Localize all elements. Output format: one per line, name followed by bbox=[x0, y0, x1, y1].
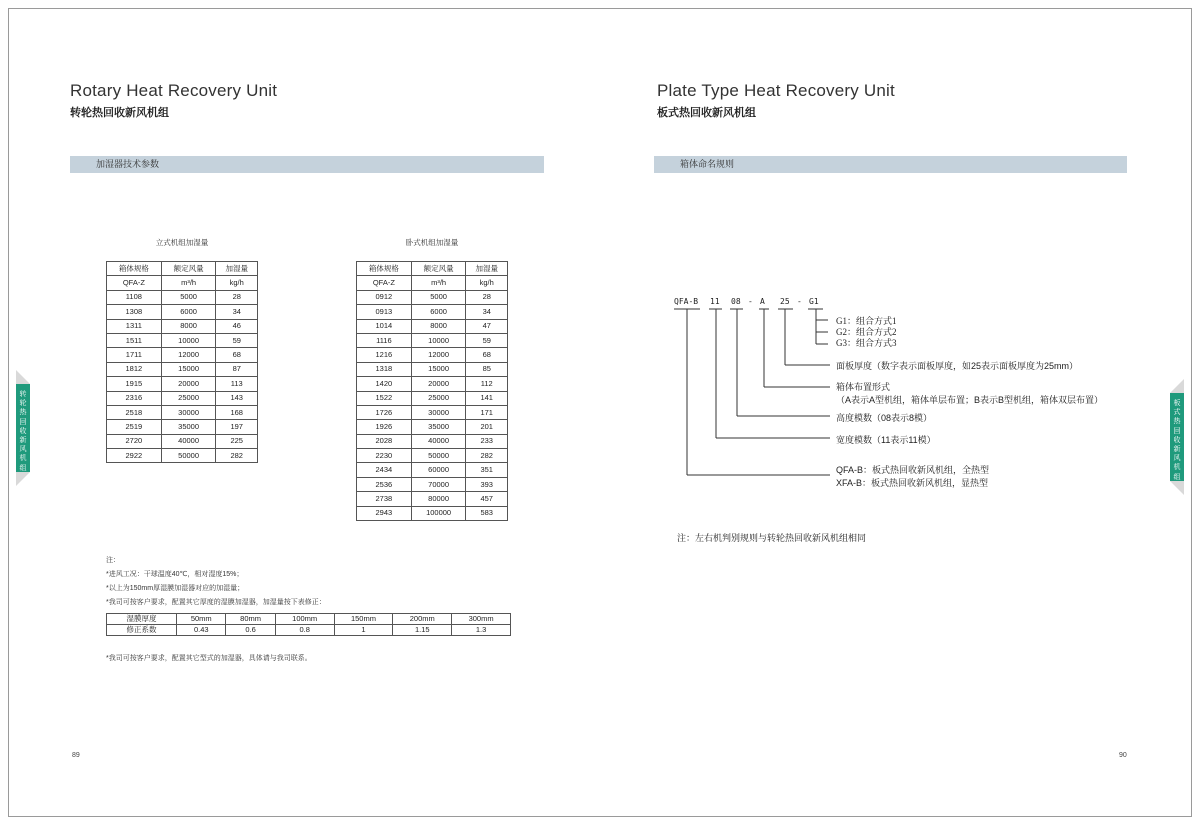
left-section-band: 加湿器技术参数 bbox=[70, 156, 544, 173]
side-tab-char: 新 bbox=[19, 437, 27, 445]
table-cell: 10000 bbox=[161, 333, 216, 347]
table-cell: 20000 bbox=[411, 377, 466, 391]
table-cell: 225 bbox=[216, 434, 258, 448]
table-cell: 1522 bbox=[357, 391, 412, 405]
code-dash-1: - bbox=[748, 297, 753, 306]
option-g3: G3：组合方式3 bbox=[836, 338, 897, 348]
table-cell: 15000 bbox=[161, 362, 216, 376]
table-cell: 0912 bbox=[357, 290, 412, 304]
table-cell: 80mm bbox=[226, 614, 275, 625]
table-cell: 1726 bbox=[357, 405, 412, 419]
header-cell: m³/h bbox=[411, 276, 466, 290]
side-tab-char: 机 bbox=[1173, 464, 1181, 472]
option-g2: G2：组合方式2 bbox=[836, 327, 897, 337]
table-cell: 60000 bbox=[411, 463, 466, 477]
table-cell: 200mm bbox=[393, 614, 452, 625]
table-cell: 修正系数 bbox=[107, 625, 177, 636]
table-cell: 282 bbox=[216, 449, 258, 463]
table-cell: 351 bbox=[466, 463, 508, 477]
code-height: 08 bbox=[731, 297, 741, 306]
desc-panel-thickness: 面板厚度（数字表示面板厚度，如25表示面板厚度为25mm） bbox=[836, 361, 1079, 371]
table-cell: 50000 bbox=[411, 449, 466, 463]
table-cell: 2434 bbox=[357, 463, 412, 477]
table-cell: 1318 bbox=[357, 362, 412, 376]
option-g1: G1：组合方式1 bbox=[836, 316, 897, 326]
table-cell: 2519 bbox=[107, 420, 162, 434]
table-cell: 1216 bbox=[357, 348, 412, 362]
side-tab-char: 转 bbox=[19, 391, 27, 398]
table-cell: 6000 bbox=[161, 305, 216, 319]
table-cell: 25000 bbox=[161, 391, 216, 405]
table-cell: 2536 bbox=[357, 477, 412, 491]
table-cell: 1.15 bbox=[393, 625, 452, 636]
table-cell: 2720 bbox=[107, 434, 162, 448]
right-title-cn: 板式热回收新风机组 bbox=[657, 107, 756, 119]
right-title-en: Plate Type Heat Recovery Unit bbox=[657, 81, 895, 100]
table-cell: 8000 bbox=[411, 319, 466, 333]
left-title-en: Rotary Heat Recovery Unit bbox=[70, 81, 278, 100]
table-cell: 85 bbox=[466, 362, 508, 376]
header-cell: 箱体规格 bbox=[107, 262, 162, 276]
left-page-number: 89 bbox=[72, 752, 80, 759]
header-cell: QFA-Z bbox=[107, 276, 162, 290]
table-cell: 100mm bbox=[275, 614, 334, 625]
horizontal-table-caption: 卧式机组加湿量 bbox=[405, 238, 459, 247]
table-cell: 10000 bbox=[411, 333, 466, 347]
table-cell: 197 bbox=[216, 420, 258, 434]
side-tab-char: 新 bbox=[1173, 446, 1181, 454]
right-side-tab bbox=[1170, 393, 1184, 481]
table-cell: 1812 bbox=[107, 362, 162, 376]
left-title-cn: 转轮热回收新风机组 bbox=[70, 107, 169, 119]
table-cell: 0.6 bbox=[226, 625, 275, 636]
code-layout: A bbox=[760, 297, 765, 306]
table-cell: 2922 bbox=[107, 449, 162, 463]
table-cell: 0.8 bbox=[275, 625, 334, 636]
right-tab-bottom-arrow bbox=[1170, 481, 1184, 495]
right-section-band: 箱体命名规则 bbox=[654, 156, 1127, 173]
table-cell: 1420 bbox=[357, 377, 412, 391]
note-line: *进风工况：干球温度40℃，相对湿度15%； bbox=[106, 571, 244, 578]
table-cell: 1926 bbox=[357, 420, 412, 434]
side-tab-char: 热 bbox=[1173, 418, 1181, 426]
table-cell: 141 bbox=[466, 391, 508, 405]
table-cell: 5000 bbox=[411, 290, 466, 304]
header-cell: QFA-Z bbox=[357, 276, 412, 290]
side-tab-char: 热 bbox=[19, 409, 27, 417]
left-footnote: *我司可按客户要求，配置其它型式的加湿器，具体请与我司联系。 bbox=[106, 655, 312, 662]
code-combination: G1 bbox=[809, 297, 819, 306]
table-cell: 35000 bbox=[411, 420, 466, 434]
code-series: QFA-B bbox=[674, 297, 699, 306]
table-cell: 113 bbox=[216, 377, 258, 391]
table-cell: 15000 bbox=[411, 362, 466, 376]
table-cell: 1014 bbox=[357, 319, 412, 333]
code-width: 11 bbox=[710, 297, 720, 306]
table-cell: 87 bbox=[216, 362, 258, 376]
table-cell: 68 bbox=[466, 348, 508, 362]
vertical-table-caption: 立式机组加湿量 bbox=[155, 238, 209, 247]
side-tab-char: 组 bbox=[19, 464, 27, 472]
table-cell: 393 bbox=[466, 477, 508, 491]
table-cell: 40000 bbox=[161, 434, 216, 448]
header-cell: m³/h bbox=[161, 276, 216, 290]
side-tab-char: 回 bbox=[19, 418, 27, 426]
table-cell: 47 bbox=[466, 319, 508, 333]
note-line: *以上为150mm厚湿膜加湿器对应的加湿量； bbox=[106, 585, 245, 592]
desc-layout-detail: （A表示A型机组，箱体单层布置；B表示B型机组，箱体双层布置） bbox=[836, 395, 1104, 405]
side-tab-char: 轮 bbox=[19, 400, 27, 408]
side-tab-char: 回 bbox=[1173, 427, 1181, 435]
note-line: 注： bbox=[106, 557, 120, 564]
table-cell: 80000 bbox=[411, 492, 466, 506]
table-cell: 168 bbox=[216, 405, 258, 419]
code-panel: 25 bbox=[780, 297, 790, 306]
table-cell: 201 bbox=[466, 420, 508, 434]
table-cell: 28 bbox=[216, 290, 258, 304]
table-cell: 28 bbox=[466, 290, 508, 304]
table-cell: 50mm bbox=[177, 614, 226, 625]
table-cell: 35000 bbox=[161, 420, 216, 434]
table-cell: 1116 bbox=[357, 333, 412, 347]
table-cell: 1.3 bbox=[452, 625, 511, 636]
table-cell: 1308 bbox=[107, 305, 162, 319]
header-cell: 加湿量 bbox=[466, 262, 508, 276]
table-cell: 50000 bbox=[161, 449, 216, 463]
side-tab-char: 组 bbox=[1173, 473, 1181, 481]
table-cell: 0913 bbox=[357, 305, 412, 319]
desc-width: 宽度模数（11表示11模） bbox=[836, 435, 936, 445]
right-tab-top-arrow bbox=[1170, 379, 1184, 393]
table-cell: 30000 bbox=[411, 405, 466, 419]
table-cell: 457 bbox=[466, 492, 508, 506]
table-cell: 湿膜厚度 bbox=[107, 614, 177, 625]
side-tab-char: 风 bbox=[1173, 455, 1181, 463]
header-cell: kg/h bbox=[216, 276, 258, 290]
header-cell: kg/h bbox=[466, 276, 508, 290]
table-cell: 300mm bbox=[452, 614, 511, 625]
table-cell: 34 bbox=[466, 305, 508, 319]
table-cell: 70000 bbox=[411, 477, 466, 491]
table-cell: 282 bbox=[466, 449, 508, 463]
table-cell: 46 bbox=[216, 319, 258, 333]
table-cell: 59 bbox=[466, 333, 508, 347]
table-cell: 1915 bbox=[107, 377, 162, 391]
table-cell: 8000 bbox=[161, 319, 216, 333]
table-cell: 34 bbox=[216, 305, 258, 319]
side-tab-char: 板 bbox=[1173, 400, 1181, 407]
table-cell: 12000 bbox=[161, 348, 216, 362]
desc-layout: 箱体布置形式 bbox=[836, 382, 891, 392]
desc-xfa: XFA-B：板式热回收新风机组，显热型 bbox=[836, 478, 989, 488]
right-note: 注：左右机判别规则与转轮热回收新风机组相同 bbox=[677, 533, 867, 543]
code-dash-2: - bbox=[797, 297, 802, 306]
table-cell: 12000 bbox=[411, 348, 466, 362]
table-cell: 20000 bbox=[161, 377, 216, 391]
table-cell: 233 bbox=[466, 434, 508, 448]
table-cell: 112 bbox=[466, 377, 508, 391]
table-cell: 100000 bbox=[411, 506, 466, 520]
table-cell: 171 bbox=[466, 405, 508, 419]
table-cell: 2738 bbox=[357, 492, 412, 506]
side-tab-char: 收 bbox=[19, 427, 27, 435]
table-cell: 2230 bbox=[357, 449, 412, 463]
table-cell: 5000 bbox=[161, 290, 216, 304]
side-tab-char: 风 bbox=[19, 446, 27, 454]
table-cell: 1 bbox=[334, 625, 393, 636]
header-cell: 加湿量 bbox=[216, 262, 258, 276]
table-cell: 2518 bbox=[107, 405, 162, 419]
header-cell: 额定风量 bbox=[411, 262, 466, 276]
side-tab-char: 式 bbox=[1173, 409, 1181, 417]
table-cell: 1711 bbox=[107, 348, 162, 362]
side-tab-char: 收 bbox=[1173, 436, 1181, 444]
table-cell: 0.43 bbox=[177, 625, 226, 636]
table-cell: 583 bbox=[466, 506, 508, 520]
header-cell: 箱体规格 bbox=[357, 262, 412, 276]
table-cell: 2316 bbox=[107, 391, 162, 405]
desc-height: 高度模数（08表示8模） bbox=[836, 413, 933, 423]
table-cell: 150mm bbox=[334, 614, 393, 625]
table-cell: 6000 bbox=[411, 305, 466, 319]
desc-qfa: QFA-B：板式热回收新风机组，全热型 bbox=[836, 465, 990, 475]
table-cell: 143 bbox=[216, 391, 258, 405]
table-cell: 1108 bbox=[107, 290, 162, 304]
table-cell: 2028 bbox=[357, 434, 412, 448]
table-cell: 25000 bbox=[411, 391, 466, 405]
note-line: *我司可按客户要求，配置其它厚度的湿膜加湿器，加湿量按下表修正： bbox=[106, 599, 326, 606]
table-cell: 68 bbox=[216, 348, 258, 362]
table-cell: 1511 bbox=[107, 333, 162, 347]
table-cell: 2943 bbox=[357, 506, 412, 520]
right-page-number: 90 bbox=[1119, 752, 1127, 759]
side-tab-char: 机 bbox=[19, 455, 27, 463]
table-cell: 59 bbox=[216, 333, 258, 347]
table-cell: 1311 bbox=[107, 319, 162, 333]
table-cell: 40000 bbox=[411, 434, 466, 448]
header-cell: 额定风量 bbox=[161, 262, 216, 276]
table-cell: 30000 bbox=[161, 405, 216, 419]
